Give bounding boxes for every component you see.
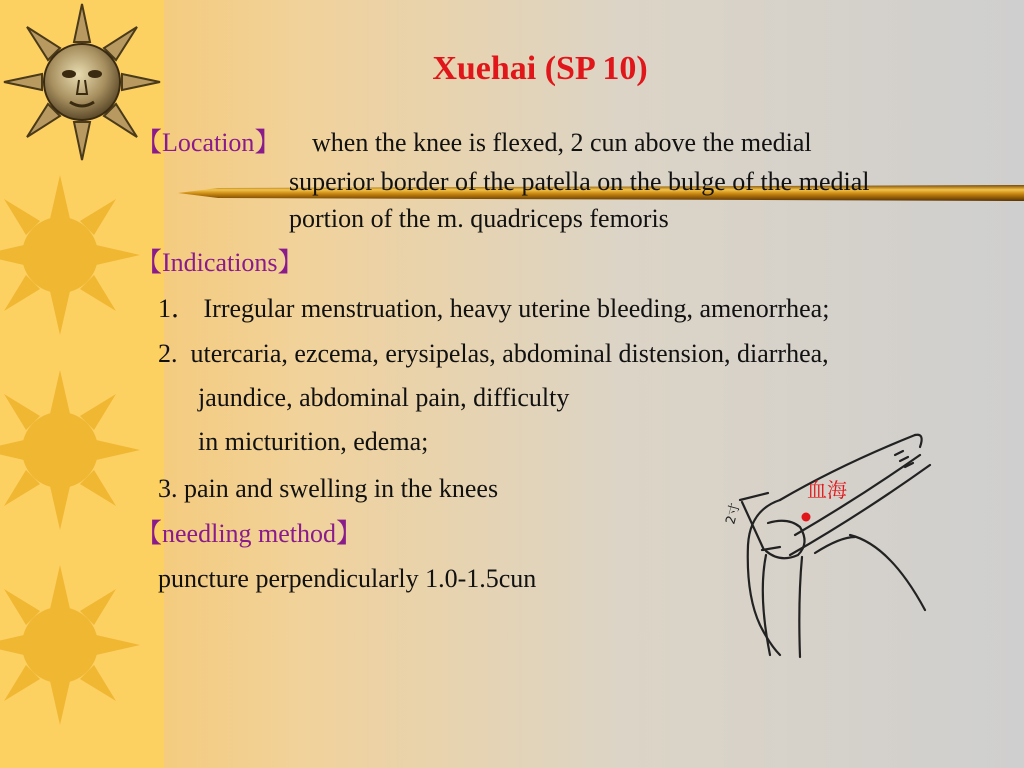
- sun-pattern: [0, 0, 164, 768]
- point-label: 血海: [807, 478, 847, 502]
- location-heading: 【Location】: [136, 128, 281, 157]
- needling-label: needling method: [162, 519, 337, 548]
- needling-text: puncture perpendicularly 1.0-1.5cun: [158, 564, 537, 593]
- location-line-2: superior border of the patella on the bulge of the medial: [289, 167, 870, 196]
- indication-item: 1． Irregular menstruation, heavy uterine bleeding, amenorrhea;: [158, 294, 830, 323]
- location-line-1: when the knee is flexed, 2 cun above the medial: [312, 128, 812, 157]
- indications-heading: 【Indications】: [136, 248, 304, 277]
- indication-item-continuation: in micturition, edema;: [198, 427, 429, 456]
- location-label: Location: [162, 128, 255, 157]
- indication-item: 2. utercaria, ezcema, erysipelas, abdominal distension, diarrhea,: [158, 339, 829, 368]
- sun-icon: [0, 175, 140, 725]
- needling-heading: 【needling method】: [136, 519, 363, 548]
- decorative-sidebar: [0, 0, 164, 768]
- acupoint-marker: [802, 513, 811, 522]
- location-line-3: portion of the m. quadriceps femoris: [289, 204, 669, 233]
- measure-label: 2寸: [723, 501, 744, 527]
- knee-diagram-icon: [720, 425, 960, 665]
- slide-title: Xuehai (SP 10): [432, 50, 648, 87]
- indications-label: Indications: [162, 248, 278, 277]
- indication-item: 3. pain and swelling in the knees: [158, 474, 499, 503]
- indication-item-continuation: jaundice, abdominal pain, difficulty: [198, 383, 570, 412]
